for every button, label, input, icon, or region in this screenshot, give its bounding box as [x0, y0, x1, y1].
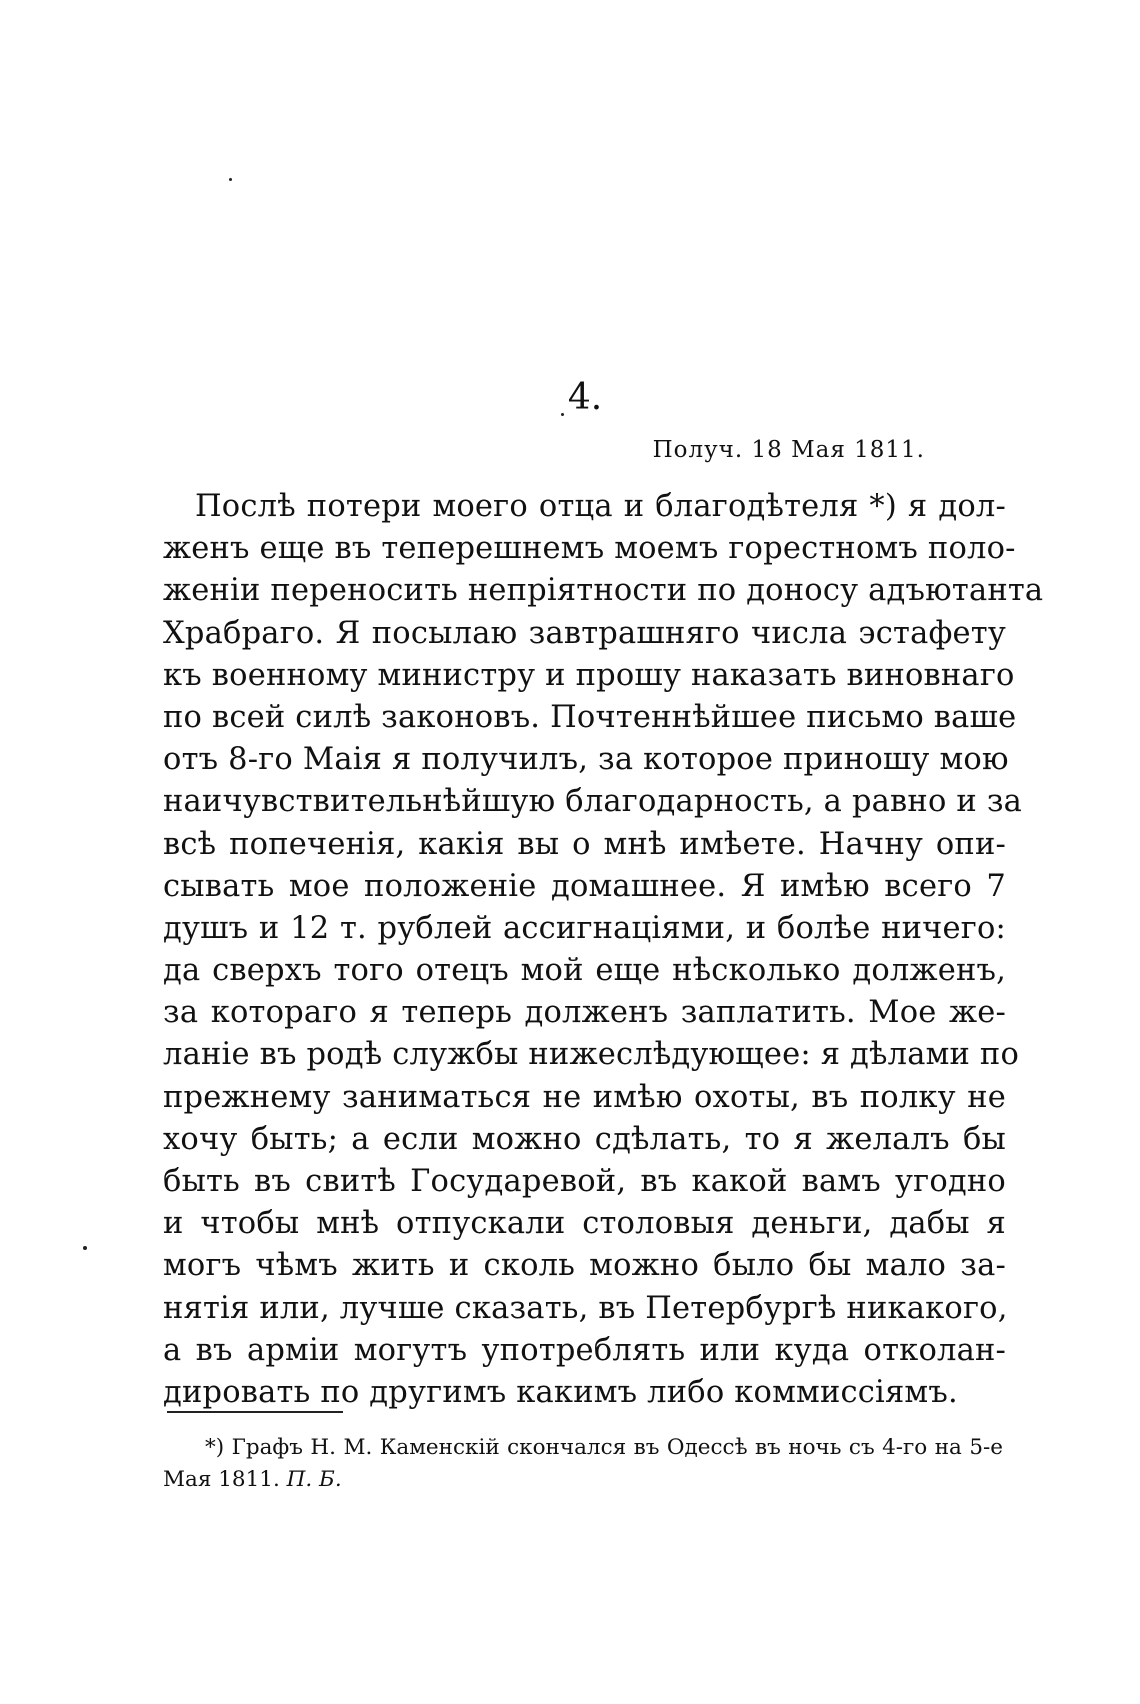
footnote [163, 1432, 1003, 1496]
text-line: за котораго я теперь долженъ заплатить. Мое же- [163, 995, 1006, 1031]
text-line: а въ арміи могутъ употреблять или куда отколан- [163, 1332, 1006, 1368]
footnote-line: *) Графъ Н. М. Каменскій скончался въ Одессѣ въ ночь съ 4-го на 5-е [205, 1435, 1003, 1460]
text-line: прежнему заниматься не имѣю охоты, въ полку не [163, 1079, 1006, 1115]
scan-speck [561, 413, 564, 416]
text-line: нятія или, лучше сказать, въ Петербургѣ никакого, [163, 1290, 1008, 1326]
text-line: душъ и 12 т. рублей ассигнаціями, и болѣе ничего: [163, 910, 1006, 946]
text-line: дировать по другимъ какимъ либо коммиссіямъ. [163, 1374, 958, 1410]
text-line: ланіе въ родѣ службы нижеслѣдующее: я дѣлами по [163, 1037, 1020, 1073]
scan-speck [229, 178, 232, 181]
scan-speck [83, 1246, 87, 1250]
text-line: и чтобы мнѣ отпускали столовыя деньги, дабы я [163, 1206, 1006, 1242]
text-line: да сверхъ того отецъ мой еще нѣсколько долженъ, [163, 953, 1006, 989]
text-line: всѣ попеченія, какія вы о мнѣ имѣете. Начну опи- [163, 826, 1006, 862]
text-line: женъ еще въ теперешнемъ моемъ горестномъ поло- [163, 531, 1016, 567]
text-line: къ военному министру и прошу наказать виновнаго [163, 657, 1015, 693]
footnote-date: Мая 1811. [163, 1467, 280, 1492]
footnote-divider [167, 1411, 343, 1413]
text-line: женіи переносить непріятности по доносу адъютанта [163, 573, 1044, 609]
text-line: по всей силѣ законовъ. Почтеннѣйшее письмо ваше [163, 699, 1017, 735]
letter-number: 4. [567, 377, 603, 418]
footnote-initials: П. Б. [286, 1467, 342, 1492]
text-line: могъ чѣмъ жить и сколь можно было бы мало за- [163, 1248, 1006, 1284]
text-line: сывать мое положеніе домашнее. Я имѣю всего 7 [163, 868, 1006, 904]
letter-body [163, 486, 1044, 1414]
footnote-line [163, 1464, 1003, 1496]
text-line: быть въ свитѣ Государевой, въ какой вамъ угодно [163, 1164, 1006, 1199]
received-date-note: Получ. 18 Мая 1811. [652, 437, 925, 463]
text-line: отъ 8-го Маія я получилъ, за которое приношу мою [163, 742, 1009, 778]
text-line: хочу быть; а если можно сдѣлать, то я желалъ бы [163, 1121, 1006, 1157]
text-line: Послѣ потери моего отца и благодѣтеля *) я дол- [195, 489, 1006, 524]
text-line: Храбраго. Я посылаю завтрашняго числа эстафету [163, 615, 1006, 651]
text-line: наичувствительнѣйшую благодарность, а равно и за [163, 784, 1023, 820]
